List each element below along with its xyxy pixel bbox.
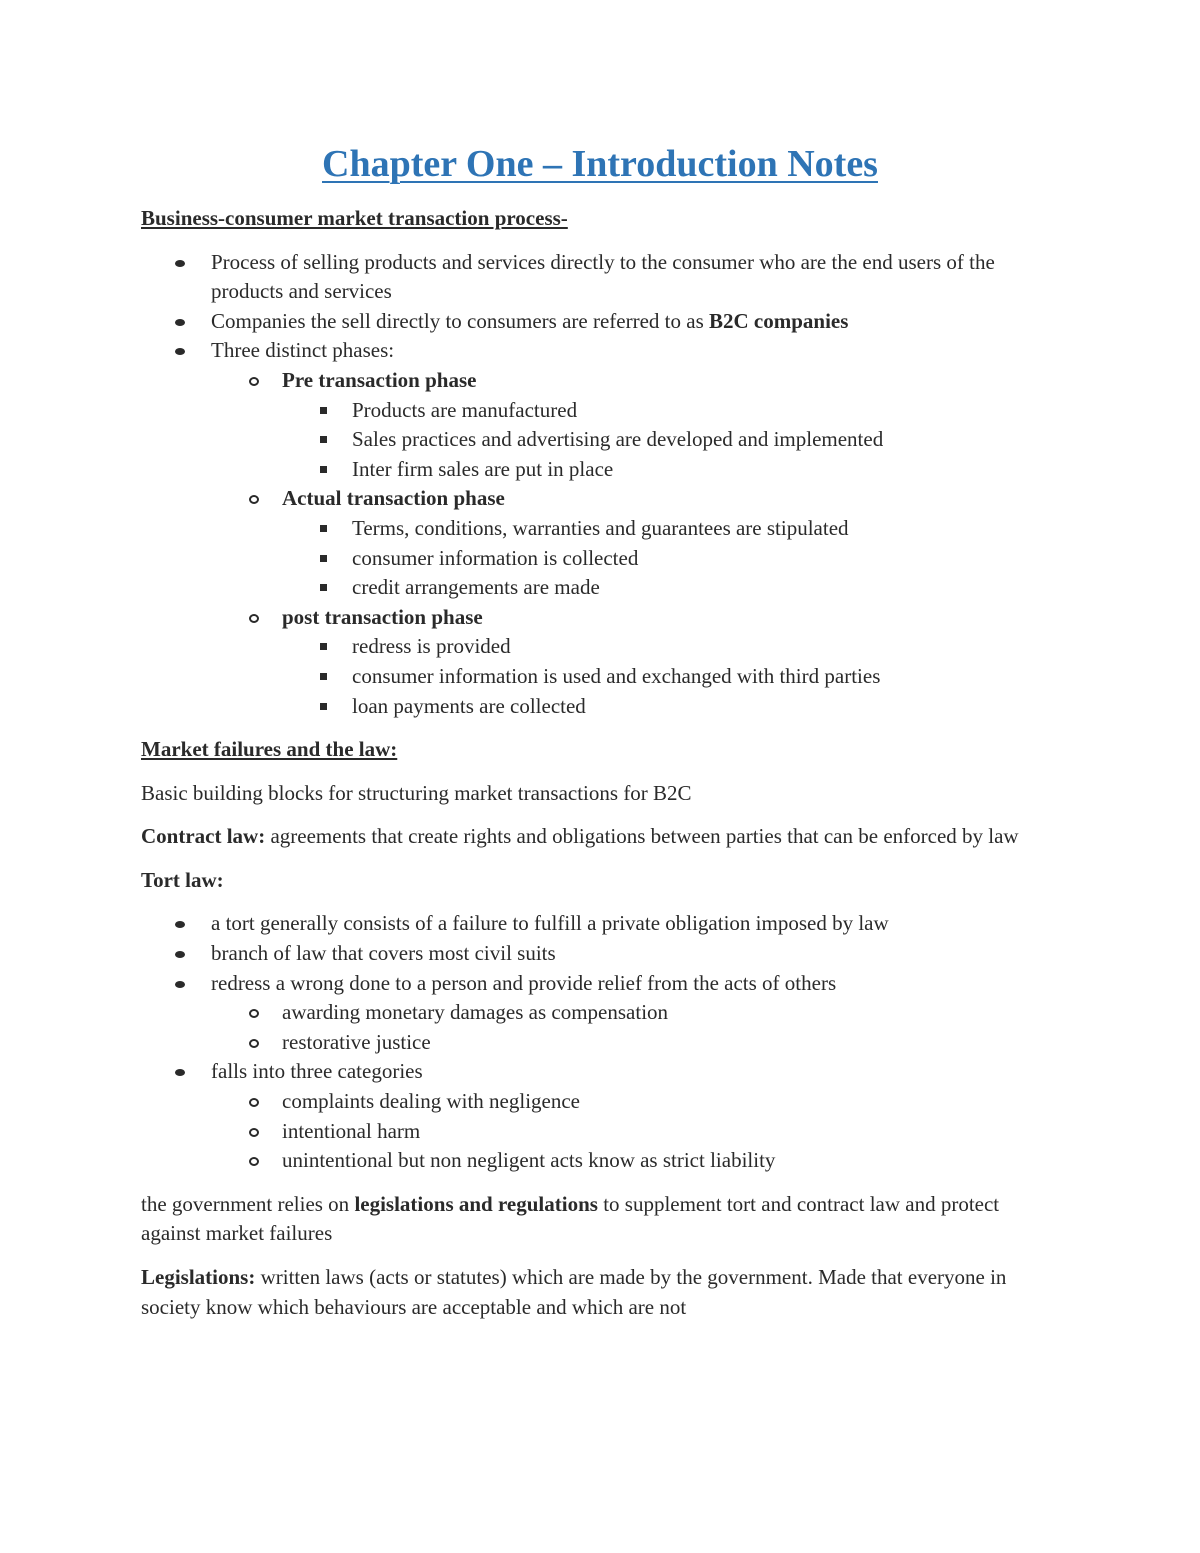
list-item: loan payments are collected (141, 692, 1061, 722)
circle-bullet-icon (249, 495, 259, 504)
square-bullet-icon (320, 643, 327, 650)
list-item: consumer information is used and exchanged with third parties (141, 662, 1061, 692)
list-item: Products are manufactured (141, 396, 1061, 426)
phase-item: Actual transaction phase Terms, conditions, warranties and guarantees are stipulated consumer information is collected credit arrangements are made (141, 484, 1061, 602)
circle-bullet-icon (249, 614, 259, 623)
circle-bullet-icon (249, 1157, 259, 1166)
contract-law-paragraph: Contract law: agreements that create rights and obligations between parties that can be enforced by law (141, 824, 1019, 849)
phase-item: Pre transaction phase Products are manufactured Sales practices and advertising are developed and implemented Inter firm sales are put in place (141, 366, 1061, 484)
circle-bullet-icon (249, 1128, 259, 1137)
government-paragraph: the government relies on legislations and regulations to supplement tort and contract law and protect against market failures (141, 1191, 1000, 1246)
list-item: Process of selling products and services directly to the consumer who are the end users of the products and services (141, 248, 1061, 307)
list-item: complaints dealing with negligence (141, 1087, 1061, 1117)
list-item: redress a wrong done to a person and provide relief from the acts of others awarding monetary damages as compensation restorative justice (141, 969, 1061, 1058)
circle-bullet-icon (249, 1039, 259, 1048)
circle-bullet-icon (249, 1098, 259, 1107)
phases-list (211, 366, 1061, 721)
intro-paragraph: Basic building blocks for structuring market transactions for B2C (141, 780, 692, 805)
list-item: Sales practices and advertising are developed and implemented (141, 425, 1061, 455)
tort-law-list (141, 909, 1061, 1175)
square-bullet-icon (320, 525, 327, 532)
list-item: Terms, conditions, warranties and guarantees are stipulated (141, 514, 1061, 544)
square-bullet-icon (320, 584, 327, 591)
legislations-paragraph: Legislations: written laws (acts or statutes) which are made by the government. Made that everyone in society know which behaviours are acceptable and which are not (141, 1265, 1007, 1319)
redress-sublist (211, 998, 1061, 1057)
document-body (141, 204, 1061, 1336)
square-bullet-icon (320, 436, 327, 443)
list-item: Three distinct phases: Pre transaction phase Products are manufactured Sales practices and advertising are developed and implemented Inter firm sales are put in place Actual transaction phase Terms, conditions, warranties and guarantees are stipulated consumer information is collected credit arrangements are made post transaction phase redress is provided consumer information is used and exchanged with third parties loan payments are collected (141, 336, 1061, 721)
section-heading-market-failures: Market failures and the law: (141, 737, 398, 762)
phase-steps-list (282, 514, 1061, 603)
page-title: Chapter One – Introduction Notes (322, 143, 878, 185)
bullet-icon (175, 1069, 185, 1076)
phase-steps-list (282, 396, 1061, 485)
section-heading-b2c-process: Business-consumer market transaction process- (141, 206, 568, 230)
circle-bullet-icon (249, 377, 259, 386)
list-item: unintentional but non negligent acts know as strict liability (141, 1146, 1061, 1176)
square-bullet-icon (320, 555, 327, 562)
tort-law-label: Tort law: (141, 867, 224, 892)
list-item: awarding monetary damages as compensation (141, 998, 1061, 1028)
square-bullet-icon (320, 466, 327, 473)
bullet-icon (175, 921, 185, 928)
list-item: Inter firm sales are put in place (141, 455, 1061, 485)
bullet-icon (175, 951, 185, 958)
circle-bullet-icon (249, 1009, 259, 1018)
square-bullet-icon (320, 673, 327, 680)
list-item: a tort generally consists of a failure to fulfill a private obligation imposed by law (141, 909, 1061, 939)
categories-sublist (211, 1087, 1061, 1176)
list-item: restorative justice (141, 1028, 1061, 1058)
list-item: redress is provided (141, 632, 1061, 662)
square-bullet-icon (320, 703, 327, 710)
list-item: intentional harm (141, 1117, 1061, 1147)
list-item: Companies the sell directly to consumers are referred to as B2C companies (141, 307, 1061, 337)
square-bullet-icon (320, 407, 327, 414)
bullet-icon (175, 260, 185, 267)
phase-steps-list (282, 632, 1061, 721)
phase-item: post transaction phase redress is provided consumer information is used and exchanged with third parties loan payments are collected (141, 603, 1061, 721)
b2c-process-list (141, 248, 1061, 722)
list-item: falls into three categories complaints dealing with negligence intentional harm unintentional but non negligent acts know as strict liability (141, 1057, 1061, 1175)
list-item: credit arrangements are made (141, 573, 1061, 603)
bullet-icon (175, 319, 185, 326)
list-item: consumer information is collected (141, 544, 1061, 574)
bullet-icon (175, 981, 185, 988)
list-item: branch of law that covers most civil suits (141, 939, 1061, 969)
bullet-icon (175, 348, 185, 355)
